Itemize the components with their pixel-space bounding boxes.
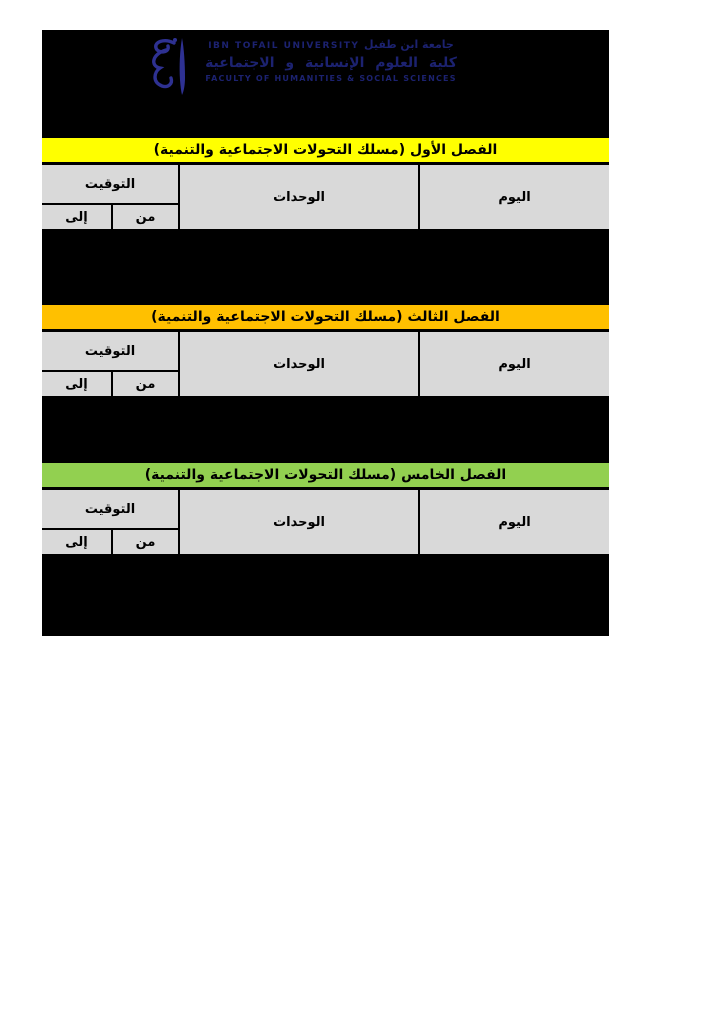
day-header-cell: اليوم — [420, 165, 609, 229]
semester-3-table-header — [42, 329, 609, 399]
semester-3-band: الفصل الثالث (مسلك التحولات الاجتماعية والتنمية) — [42, 305, 609, 329]
university-name-ar: جامعة ابن طفيل — [364, 38, 454, 51]
semester-3-table-body-empty — [42, 399, 609, 463]
faculty-name-ar: كلية العلوم الإنسانية و الاجتماعية — [205, 55, 457, 71]
university-name — [197, 38, 465, 51]
section-semester-1 — [42, 138, 609, 305]
units-header-cell: الوحدات — [180, 165, 420, 229]
timing-column-group — [42, 165, 180, 229]
from-header-cell: من — [113, 530, 178, 554]
to-header-cell: إلى — [42, 372, 113, 396]
timing-header-cell: التوقيت — [42, 165, 178, 205]
day-header-cell: اليوم — [420, 332, 609, 396]
semester-5-band: الفصل الخامس (مسلك التحولات الاجتماعية والتنمية) — [42, 463, 609, 487]
units-header-cell: الوحدات — [180, 332, 420, 396]
timing-column-group — [42, 332, 180, 396]
timing-header-cell: التوقيت — [42, 490, 178, 530]
timetable-document — [42, 30, 609, 636]
timing-header-cell: التوقيت — [42, 332, 178, 372]
semester-1-table-header — [42, 162, 609, 232]
university-name-en: IBN TOFAIL UNIVERSITY — [208, 41, 360, 51]
timing-subrow — [42, 530, 178, 554]
day-header-cell: اليوم — [420, 490, 609, 554]
timing-subrow — [42, 372, 178, 396]
university-header-text — [197, 38, 465, 83]
university-logo-icon — [144, 35, 200, 97]
university-header — [42, 30, 609, 138]
timing-column-group — [42, 490, 180, 554]
semester-5-table-header — [42, 487, 609, 557]
section-semester-3 — [42, 305, 609, 463]
semester-1-table-body-empty — [42, 232, 609, 305]
faculty-name-en: FACULTY OF HUMANITIES & SOCIAL SCIENCES — [205, 74, 457, 83]
units-header-cell: الوحدات — [180, 490, 420, 554]
timing-subrow — [42, 205, 178, 229]
from-header-cell: من — [113, 372, 178, 396]
section-semester-5 — [42, 463, 609, 636]
from-header-cell: من — [113, 205, 178, 229]
to-header-cell: إلى — [42, 530, 113, 554]
semester-5-table-body-empty — [42, 557, 609, 636]
to-header-cell: إلى — [42, 205, 113, 229]
semester-1-band: الفصل الأول (مسلك التحولات الاجتماعية والتنمية) — [42, 138, 609, 162]
